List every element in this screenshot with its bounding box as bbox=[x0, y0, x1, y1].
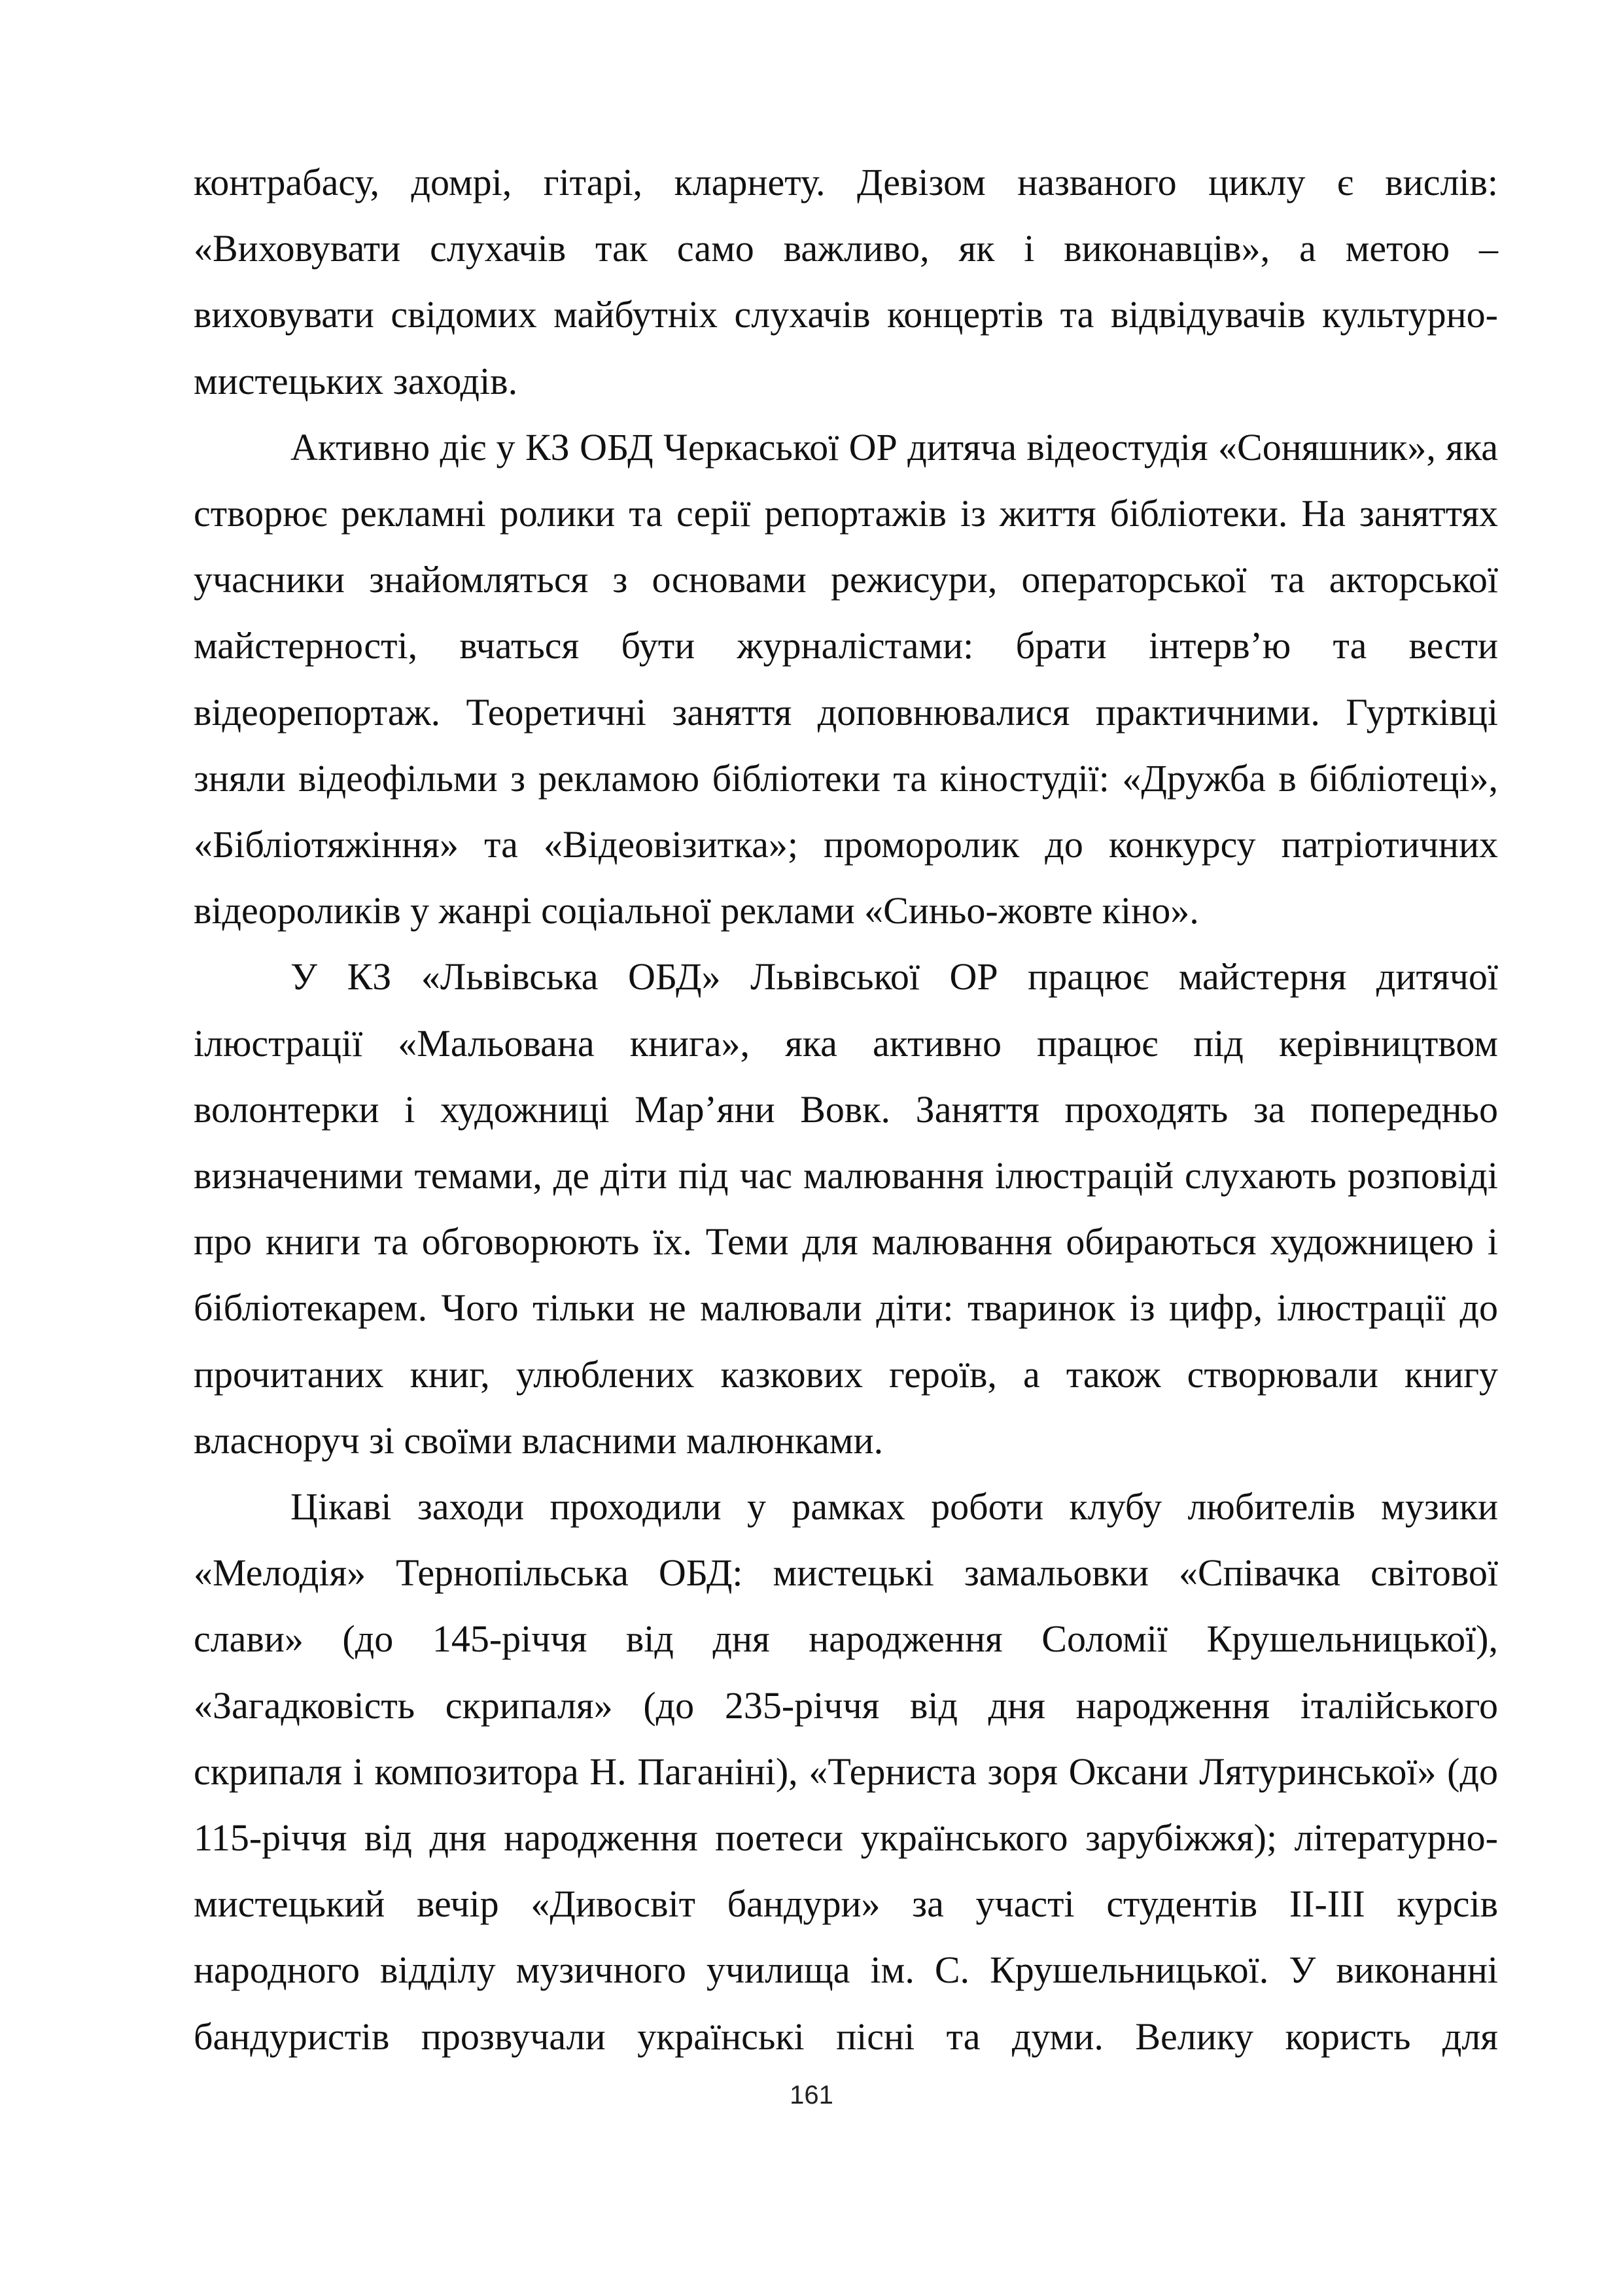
text-line: власноруч зі своїми власними малюнками. bbox=[194, 1419, 884, 1462]
text-line: Цікаві заходи проходили у рамках роботи клубу любителів музики bbox=[290, 1485, 1498, 1528]
text-line: майстерності, вчаться бути журналістами: брати інтерв’ю та вести bbox=[194, 624, 1498, 667]
text-line: учасники знайомляться з основами режисури, операторської та акторської bbox=[194, 558, 1498, 601]
text-line: «Загадковість скрипаля» (до 235-річчя від дня народження італійського bbox=[194, 1684, 1498, 1727]
paragraph bbox=[194, 149, 1498, 414]
text-line: зняли відеофільми з рекламою бібліотеки та кіностудії: «Дружба в бібліотеці», bbox=[194, 756, 1498, 800]
text-line: створює рекламні ролики та серії репортажів із життя бібліотеки. На заняттях bbox=[194, 492, 1498, 535]
text-line: мистецький вечір «Дивосвіт бандури» за участі студентів ІІ-ІІІ курсів bbox=[194, 1882, 1498, 1926]
text-line: бандуристів прозвучали українські пісні та думи. Велику користь для bbox=[194, 2015, 1498, 2058]
text-line: «Бібліотяжіння» та «Відеовізитка»; проморолик до конкурсу патріотичних bbox=[194, 823, 1498, 866]
text-line: «Виховувати слухачів так само важливо, як і виконавців», а метою – bbox=[194, 227, 1498, 270]
text-line: прочитаних книг, улюблених казкових героїв, а також створювали книгу bbox=[194, 1352, 1498, 1396]
text-line: волонтерки і художниці Мар’яни Вовк. Заняття проходять за попередньо bbox=[194, 1087, 1498, 1131]
text-line: слави» (до 145-річчя від дня народження Соломії Крушельницької), bbox=[194, 1617, 1498, 1661]
text-line: відеороликів у жанрі соціальної реклами «Синьо-жовте кіно». bbox=[194, 889, 1199, 932]
text-line: ілюстрації «Мальована книга», яка активно працює під керівництвом bbox=[194, 1021, 1498, 1065]
text-line: У КЗ «Львівська ОБД» Львівської ОР працює майстерня дитячої bbox=[290, 955, 1498, 998]
text-line: «Мелодія» Тернопільська ОБД: мистецькі замальовки «Співачка світової bbox=[194, 1551, 1498, 1595]
text-line: контрабасу, домрі, гітарі, кларнету. Девізом названого циклу є вислів: bbox=[194, 161, 1498, 203]
text-line: скрипаля і композитора Н. Паганіні), «Терниста зоря Оксани Лятуринської» (до bbox=[194, 1750, 1498, 1793]
paragraph bbox=[194, 1474, 1498, 2070]
text-line: мистецьких заходів. bbox=[194, 359, 518, 402]
page-number: 161 bbox=[790, 2081, 833, 2110]
text-line: бібліотекарем. Чого тільки не малювали діти: тваринок із цифр, ілюстрації до bbox=[194, 1286, 1498, 1330]
text-line: визначеними темами, де діти під час малювання ілюстрацій слухають розповіді bbox=[194, 1154, 1498, 1197]
text-line: 115-річчя від дня народження поетеси українського зарубіжжя); літературно- bbox=[194, 1816, 1498, 1860]
body-text bbox=[194, 149, 1498, 2070]
text-line: Активно діє у КЗ ОБД Черкаської ОР дитяча відеостудія «Соняшник», яка bbox=[290, 425, 1498, 468]
paragraph bbox=[194, 414, 1498, 944]
text-line: народного відділу музичного училища ім. С. Крушельницької. У виконанні bbox=[194, 1949, 1498, 1992]
text-line: відеорепортаж. Теоретичні заняття доповнювалися практичними. Гуртківці bbox=[194, 690, 1498, 733]
text-line: про книги та обговорюють їх. Теми для малювання обираються художницею і bbox=[194, 1220, 1498, 1263]
paragraph bbox=[194, 944, 1498, 1474]
text-line: виховувати свідомих майбутніх слухачів концертів та відвідувачів культурно- bbox=[194, 293, 1498, 336]
